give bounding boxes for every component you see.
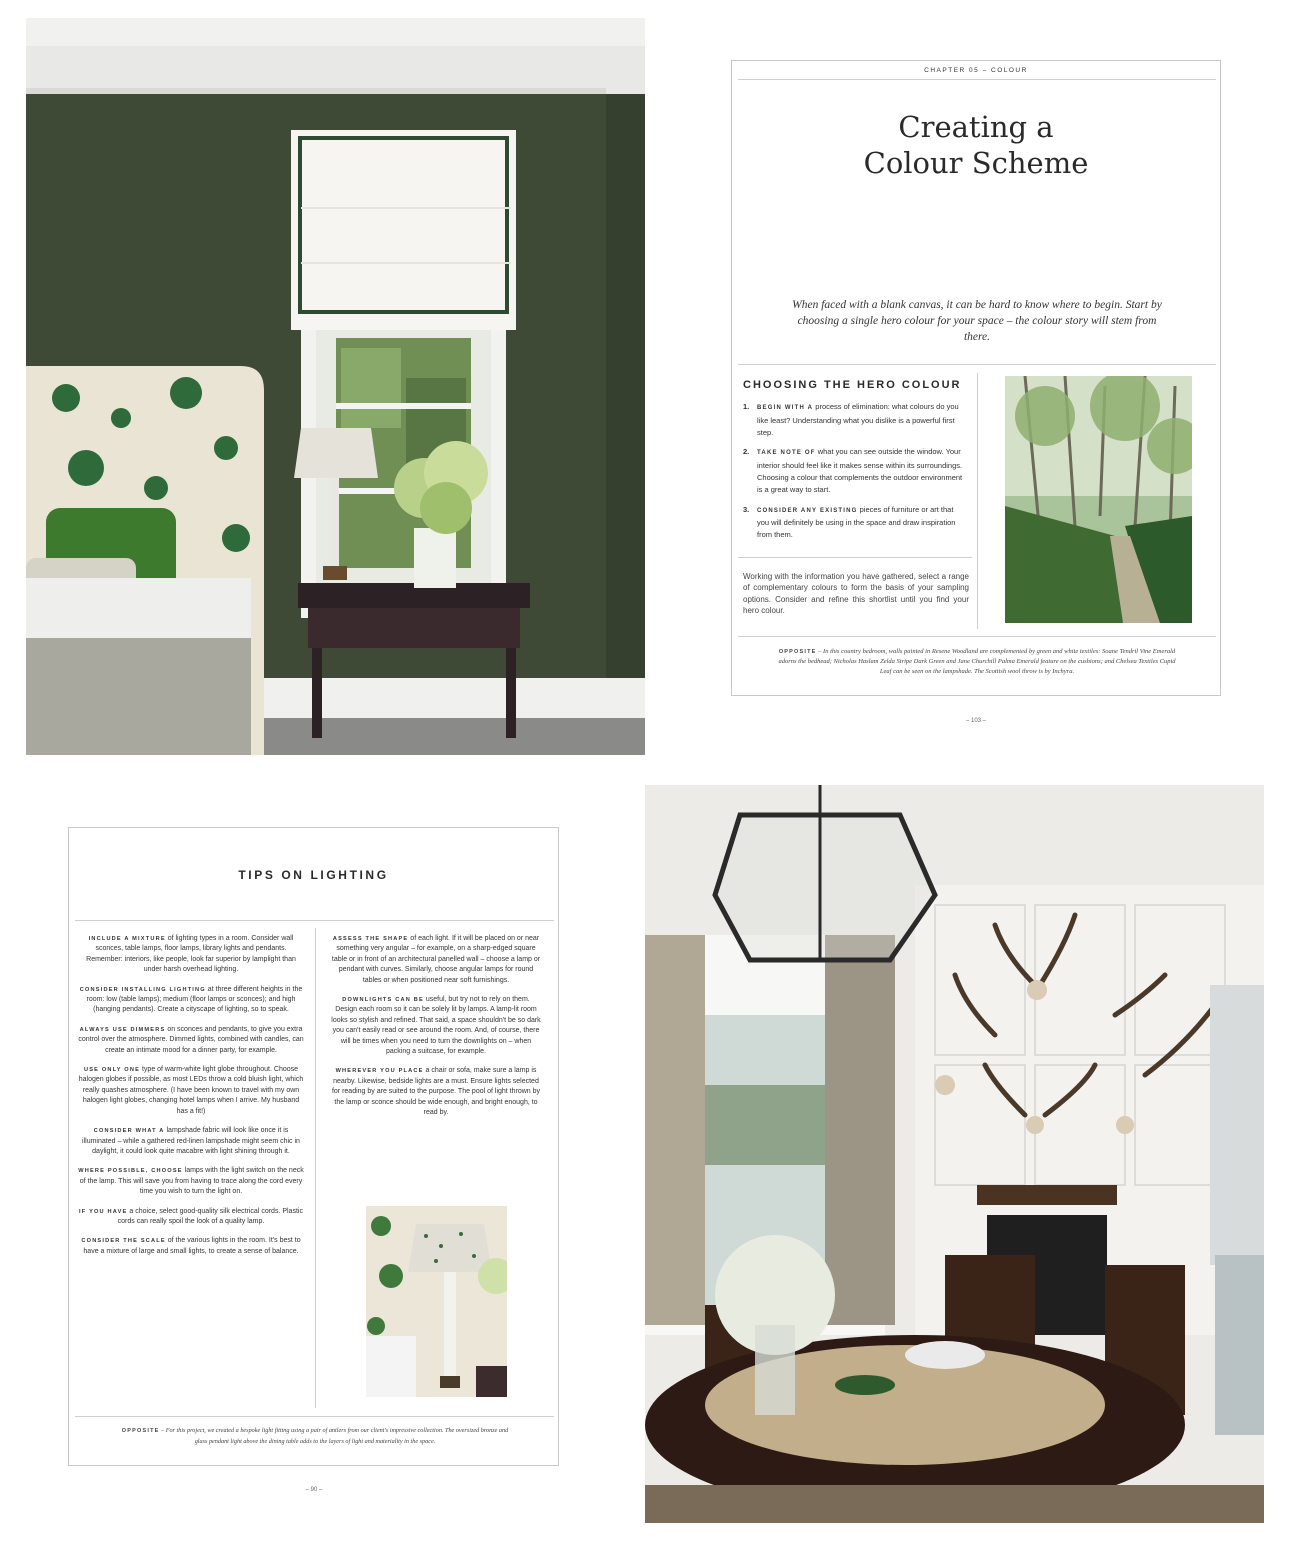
- column-divider: [977, 373, 978, 629]
- tips-column-right: [331, 934, 541, 1128]
- step-number: 2.: [743, 447, 750, 457]
- colour-scheme-page: [731, 60, 1221, 696]
- tip-lead: INCLUDE A MIXTURE: [88, 936, 166, 942]
- tip-lead: ASSESS THE SHAPE: [332, 936, 409, 942]
- tip-item: [77, 1065, 305, 1117]
- caption-label: OPPOSITE: [778, 649, 817, 655]
- page-number: – 90 –: [305, 1487, 323, 1493]
- tip-item: [77, 1207, 305, 1228]
- tip-item: [77, 1025, 305, 1056]
- title-line-1: Creating a: [898, 110, 1054, 144]
- section-heading: CHOOSING THE HERO COLOUR: [743, 379, 962, 391]
- divider: [75, 920, 554, 921]
- forest-path-photo: [1005, 376, 1192, 623]
- dining-room-photo: [645, 785, 1264, 1523]
- page-number: – 103 –: [965, 718, 987, 724]
- tip-lead: ALWAYS USE DIMMERS: [79, 1026, 166, 1033]
- photo-caption: [119, 1426, 511, 1446]
- tips-column-left: [77, 934, 305, 1266]
- step-text: what you can see outside the window. Your interior should feel like it makes sense within its surroundings. Choosing a colour that complements the outdoor environment is a great way to start.: [757, 447, 963, 494]
- list-item: [743, 401, 967, 438]
- step-text: pieces of furniture or art that you will definitely be using in the space and draw inspiration from them.: [757, 504, 956, 540]
- list-item: [743, 446, 967, 495]
- caption-text: – In this country bedroom, walls painted in Resene Woodland are complemented by green and white textiles: Soane Tendril Vine Emerald adorns the bedhead; Nicholas Haslam Zelda Stripe Dark Green and Jane Churchill Palma Emerald feature on the cushions; and Chelsea Textiles Cupid Leaf can be seen on the lampshade. The Scottish wool throw is by Inchyra.: [778, 648, 1176, 675]
- column-divider: [315, 928, 316, 1408]
- intro-text: When faced with a blank canvas, it can be hard to know where to begin. Start by choosing a single hero colour for your space – the colour story will stem from there.: [792, 299, 1162, 343]
- lamp-photo: [366, 1206, 507, 1397]
- step-lead: TAKE NOTE OF: [757, 450, 816, 457]
- tip-text: of lighting types in a room. Consider wall sconces, table lamps, floor lamps, library lights and pendants. Remember: interiors, like people, look far superior by lamplight than under harsh overhead lighting.: [86, 935, 296, 974]
- tip-text: useful, but try not to rely on them. Design each room so it can be solely lit by lamps. A lamp-lit room looks so stylish and refined. That said, a space shouldn't be so dark you can't easily read or see around the room. And, of course, there will be times when you need to turn the downlights on – when packing a suitcase, for example.: [331, 996, 541, 1056]
- tip-item: [77, 934, 305, 976]
- page-title: TIPS ON LIGHTING: [238, 868, 389, 882]
- tip-text: lampshade fabric will look like once it is illuminated – while a gathered red-linen lampshade might seem chic in daylight, it could look quite macabre with light shining through it.: [82, 1127, 300, 1155]
- lighting-tips-page: [68, 827, 559, 1466]
- tip-lead: WHEREVER YOU PLACE: [335, 1068, 424, 1075]
- caption-text: – For this project, we created a bespoke light fitting using a pair of antlers from our client's impressive collection. The oversized bronze and glass pendant light above the dining table adds to the layers of light and materiality in the space.: [159, 1427, 509, 1445]
- tip-item: [331, 934, 541, 986]
- tip-lead: USE ONLY ONE: [83, 1067, 141, 1074]
- tip-lead: WHERE POSSIBLE, CHOOSE: [78, 1168, 183, 1175]
- tip-text: lamps with the light switch on the neck of the lamp. This will save you from having to trace along the cord every time you wish to turn the light on.: [79, 1167, 304, 1196]
- tip-lead: CONSIDER THE SCALE: [81, 1238, 166, 1245]
- step-number: 3.: [743, 504, 750, 514]
- divider: [75, 1416, 554, 1417]
- tip-text: on sconces and pendants, to give you extra control over the atmosphere. Dimmed lights, combined with candles, can create an intimate mood for a dinner party, for example.: [78, 1025, 304, 1054]
- tip-text: of the various lights in the room. It's best to have a mixture of large and small lights, to create a sense of balance.: [83, 1237, 301, 1255]
- title-line-2: Colour Scheme: [863, 146, 1089, 180]
- tip-text: at three different heights in the room: low (table lamps); medium (floor lamps or sconces); and high (hanging pendants). Create a cityscape of lighting, so to speak.: [86, 985, 303, 1014]
- tip-lead: IF YOU HAVE: [79, 1208, 128, 1215]
- tip-lead: CONSIDER WHAT A: [93, 1128, 165, 1135]
- step-lead: CONSIDER ANY EXISTING: [757, 507, 858, 514]
- steps-list: [743, 401, 967, 549]
- step-number: 1.: [743, 402, 750, 411]
- tip-lead: CONSIDER INSTALLING LIGHTING: [79, 986, 206, 993]
- tip-item: [77, 985, 305, 1016]
- caption-label: OPPOSITE: [121, 1428, 160, 1434]
- tip-item: [77, 1126, 305, 1157]
- tip-item: [331, 1066, 541, 1118]
- divider: [738, 557, 972, 558]
- step-lead: BEGIN WITH A: [757, 405, 814, 411]
- tip-item: [77, 1166, 305, 1197]
- tip-text: a chair or sofa, make sure a lamp is nearby. Likewise, bedside lights are a must. Ensure lights selected for reading by are suited to the purpose. The pool of light thrown by the lamp or sconce should be wide enough, and bright enough, to read by.: [331, 1067, 541, 1117]
- tip-text: type of warm-white light globe throughout. Choose halogen globes if possible, as most LEDs throw a cold bluish light, which really quashes atmosphere. (I have been known to travel with my own halogen light globes, changing hotel lamps when I arrive. My husband has a fit!): [78, 1066, 304, 1115]
- tip-item: [331, 995, 541, 1057]
- tip-text: a choice, select good-quality silk electrical cords. Plastic cords can really spoil the look of a quality lamp.: [117, 1207, 303, 1225]
- list-item: [743, 504, 967, 541]
- step-text: process of elimination: what colours do you like least? Understanding what you dislike is a powerful first step.: [757, 402, 959, 437]
- divider: [738, 636, 1216, 637]
- page-title: [732, 109, 1220, 181]
- bedroom-photo: [26, 18, 645, 755]
- tip-item: [77, 1236, 305, 1257]
- chapter-label: CHAPTER 05 – COLOUR: [924, 67, 1028, 74]
- photo-caption: [772, 647, 1182, 677]
- divider: [738, 364, 1216, 365]
- divider: [738, 79, 1216, 80]
- tip-text: of each light. If it will be placed on or near something very angular – for example, on a sharp-edged square table or in front of an architectural panelled wall – choose a lamp or pendant with curves. Similarly, choose angular lamps for round tables or when positioned near soft furnishings.: [331, 935, 541, 984]
- body-paragraph: Working with the information you have gathered, select a range of complementary colours to form the basis of your sampling options. Consider and refine this shortlist until you find your hero colour.: [743, 572, 969, 616]
- tip-lead: DOWNLIGHTS CAN BE: [342, 997, 424, 1004]
